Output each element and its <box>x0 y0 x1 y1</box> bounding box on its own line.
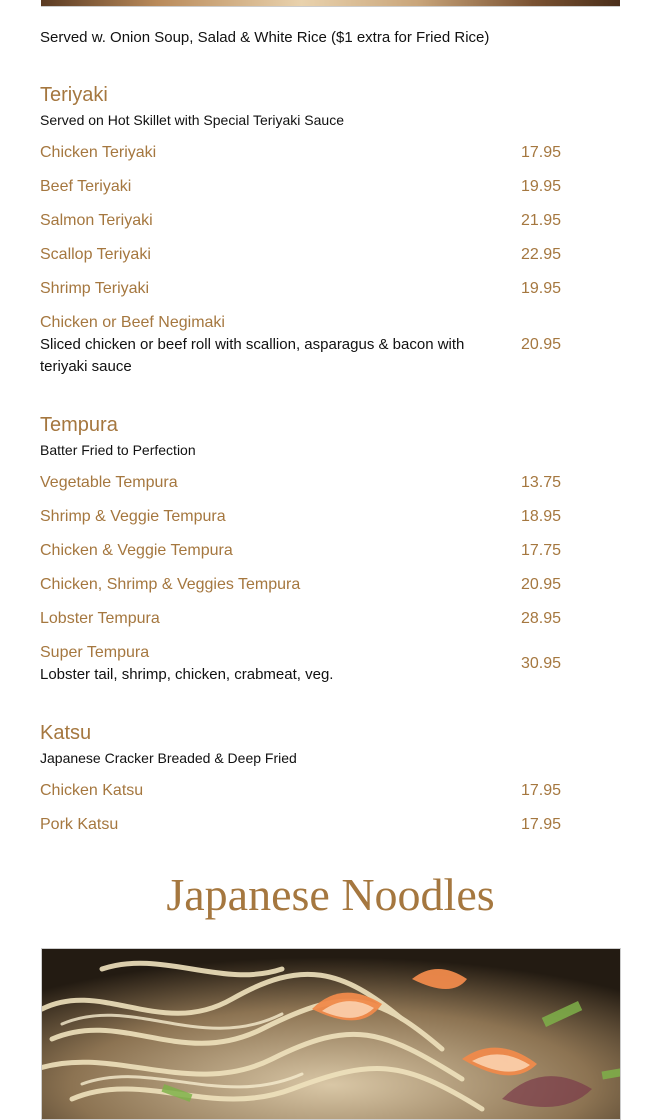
menu-item-price: 30.95 <box>521 655 562 672</box>
menu-item-price: 20.95 <box>521 336 562 353</box>
menu-item-description: Lobster tail, shrimp, chicken, crabmeat, veg. <box>40 666 334 683</box>
menu-item-name: Chicken & Veggie Tempura <box>40 542 233 559</box>
section-title-katsu: Katsu <box>40 722 92 744</box>
menu-item-name: Chicken or Beef Negimaki <box>40 314 225 331</box>
section-subtitle-teriyaki: Served on Hot Skillet with Special Teriyaki Sauce <box>40 112 345 128</box>
menu-item-price: 17.95 <box>521 144 562 161</box>
menu-item-price: 20.95 <box>521 576 562 593</box>
menu-item-name: Shrimp Teriyaki <box>40 280 150 297</box>
menu-item-name: Chicken Teriyaki <box>40 144 157 161</box>
menu-item-price: 19.95 <box>521 178 562 195</box>
menu-item-name: Pork Katsu <box>40 816 119 833</box>
menu-item-name: Lobster Tempura <box>40 610 160 627</box>
intro-note: Served w. Onion Soup, Salad & White Rice ($1 extra for Fried Rice) <box>40 29 490 46</box>
menu-item-price: 22.95 <box>521 246 562 263</box>
menu-item-name: Vegetable Tempura <box>40 474 178 491</box>
menu-item-price: 17.95 <box>521 816 562 833</box>
section-title-teriyaki: Teriyaki <box>40 84 108 106</box>
noodles-food-photo <box>41 948 621 1120</box>
section-subtitle-tempura: Batter Fried to Perfection <box>40 442 196 458</box>
menu-item-name: Super Tempura <box>40 644 150 661</box>
menu-item-name: Scallop Teriyaki <box>40 246 151 263</box>
noodles-photo-illustration <box>42 949 620 1119</box>
menu-item-price: 21.95 <box>521 212 562 229</box>
menu-item-name: Chicken Katsu <box>40 782 144 799</box>
menu-item-price: 28.95 <box>521 610 562 627</box>
menu-item-description: Sliced chicken or beef roll with scallion, asparagus & bacon with teriyaki sauce <box>40 336 465 375</box>
menu-item-price: 17.95 <box>521 782 562 799</box>
section-subtitle-katsu: Japanese Cracker Breaded & Deep Fried <box>40 750 297 766</box>
section-title-tempura: Tempura <box>40 414 118 436</box>
japanese-noodles-heading: Japanese Noodles <box>166 869 495 920</box>
menu-item-name: Chicken, Shrimp & Veggies Tempura <box>40 576 301 593</box>
menu-item-name: Shrimp & Veggie Tempura <box>40 508 226 525</box>
menu-item-name: Beef Teriyaki <box>40 178 132 195</box>
menu-item-price: 19.95 <box>521 280 562 297</box>
menu-item-price: 13.75 <box>521 474 562 491</box>
entree-food-photo <box>41 0 620 7</box>
menu-item-price: 17.75 <box>521 542 562 559</box>
menu-item-price: 18.95 <box>521 508 562 525</box>
menu-item-name: Salmon Teriyaki <box>40 212 153 229</box>
